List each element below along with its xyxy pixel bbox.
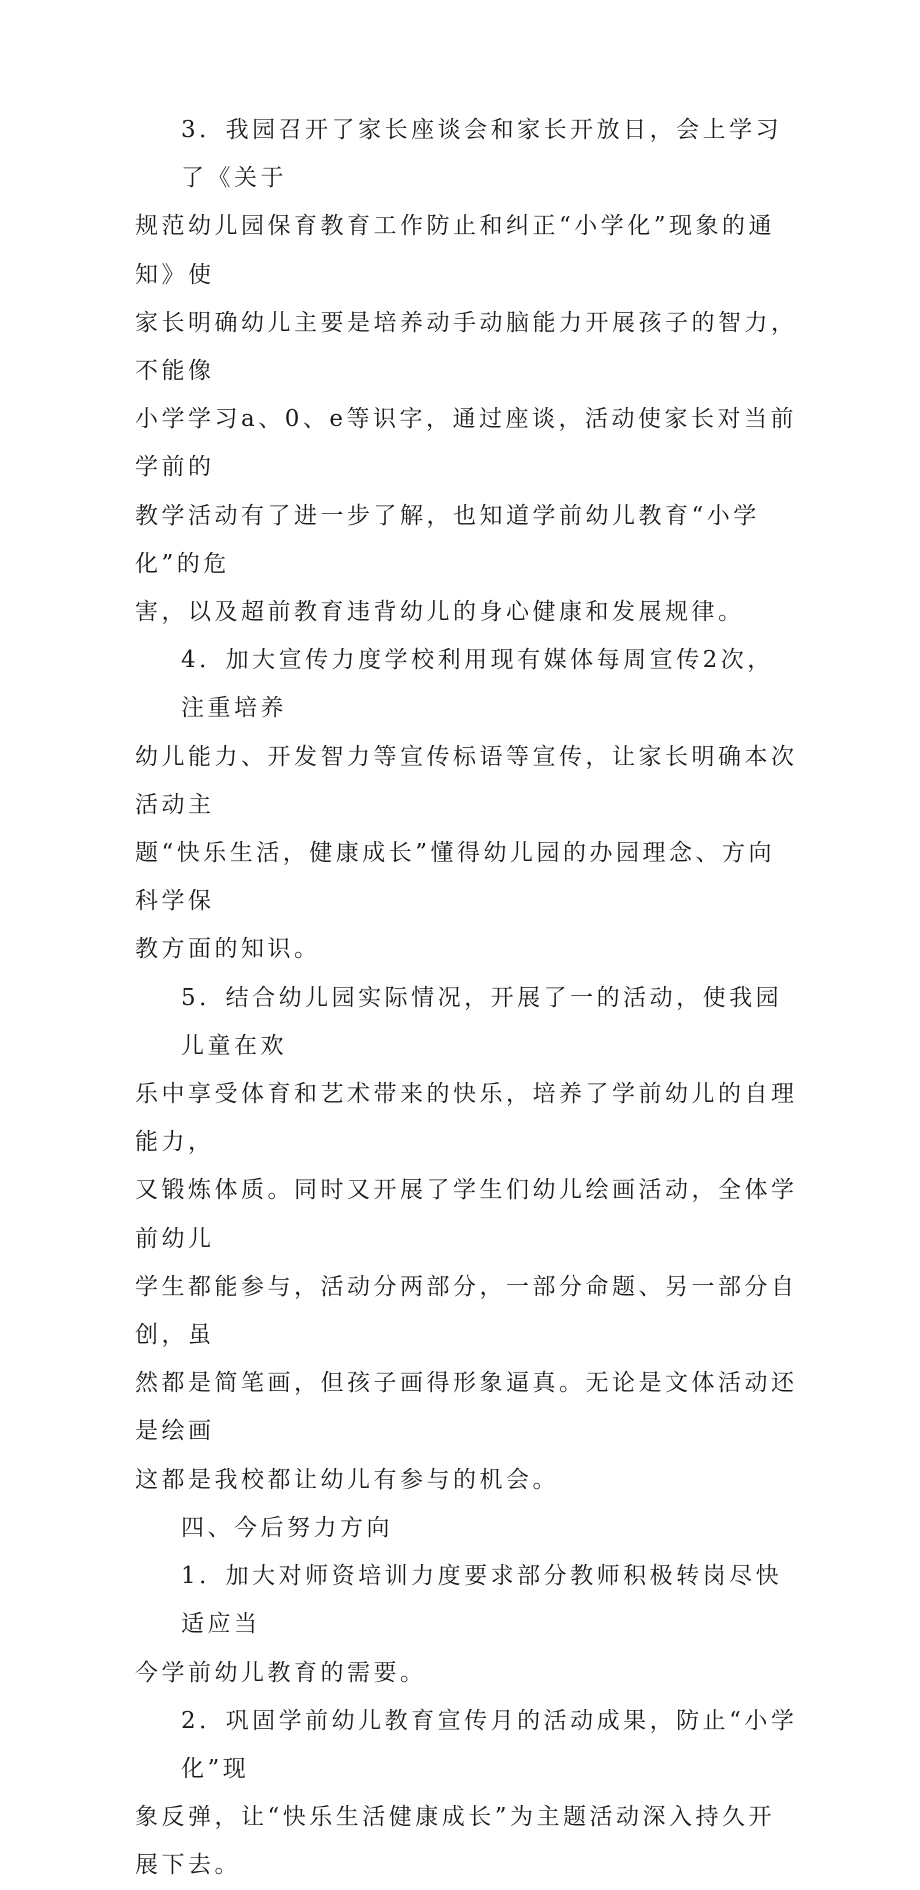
text-line: 这都是我校都让幼儿有参与的机会。 <box>135 1466 559 1493</box>
text-line: 然都是简笔画，但孩子画得形象逼真。无论是文体活动还是绘画 <box>135 1370 798 1445</box>
text-line: 家长明确幼儿主要是培养动手动脑能力开展孩子的智力，不能像 <box>135 309 798 385</box>
text-line: 5．结合幼儿园实际情况，开展了一的活动，使我园儿童在欢 <box>181 984 783 1059</box>
text-line: 教学活动有了进一步了解，也知道学前幼儿教育“小学化”的危 <box>135 502 760 577</box>
paragraph-item-4 <box>135 636 800 973</box>
text-line: 害，以及超前教育违背幼儿的身心健康和发展规律。 <box>135 599 745 626</box>
text-line: 题“快乐生活，健康成长”懂得幼儿园的办园理念、方向科学保 <box>135 840 776 915</box>
paragraph-item-5 <box>135 974 800 1504</box>
text-line: 乐中享受体育和艺术带来的快乐，培养了学前幼儿的自理能力， <box>135 1081 798 1156</box>
text-line: 象反弹，让“快乐生活健康成长”为主题活动深入持久开 <box>135 1804 776 1831</box>
text-line: 学生都能参与，活动分两部分，一部分命题、另一部分自创，虽 <box>135 1273 798 1349</box>
text-line: 展下去。 <box>135 1852 241 1879</box>
paragraph-item-3 <box>135 106 800 636</box>
text-line: 2．巩固学前幼儿教育宣传月的活动成果，防止“小学化”现 <box>181 1707 798 1782</box>
document-page <box>135 106 800 1890</box>
text-line: 小学学习a、0、e等识字，通过座谈，活动使家长对当前学前的 <box>135 406 797 481</box>
text-line: 1．加大对师资培训力度要求部分教师积极转岗尽快适应当 <box>181 1563 783 1638</box>
text-line: 教方面的知识。 <box>135 936 321 963</box>
text-line: 4．加大宣传力度学校利用现有媒体每周宣传2次，注重培养 <box>181 647 774 722</box>
future-item-2 <box>135 1697 800 1890</box>
text-line: 又锻炼体质。同时又开展了学生们幼儿绘画活动，全体学前幼儿 <box>135 1177 798 1252</box>
section-heading: 四、今后努力方向 <box>181 1514 393 1541</box>
text-line: 幼儿能力、开发智力等宣传标语等宣传，让家长明确本次活动主 <box>135 743 798 818</box>
future-item-1 <box>135 1552 800 1697</box>
text-line: 3．我园召开了家长座谈会和家长开放日，会上学习了《关于 <box>181 117 783 192</box>
text-line: 今学前幼儿教育的需要。 <box>135 1659 427 1686</box>
text-line: 规范幼儿园保育教育工作防止和纠正“小学化”现象的通知》使 <box>135 213 776 288</box>
